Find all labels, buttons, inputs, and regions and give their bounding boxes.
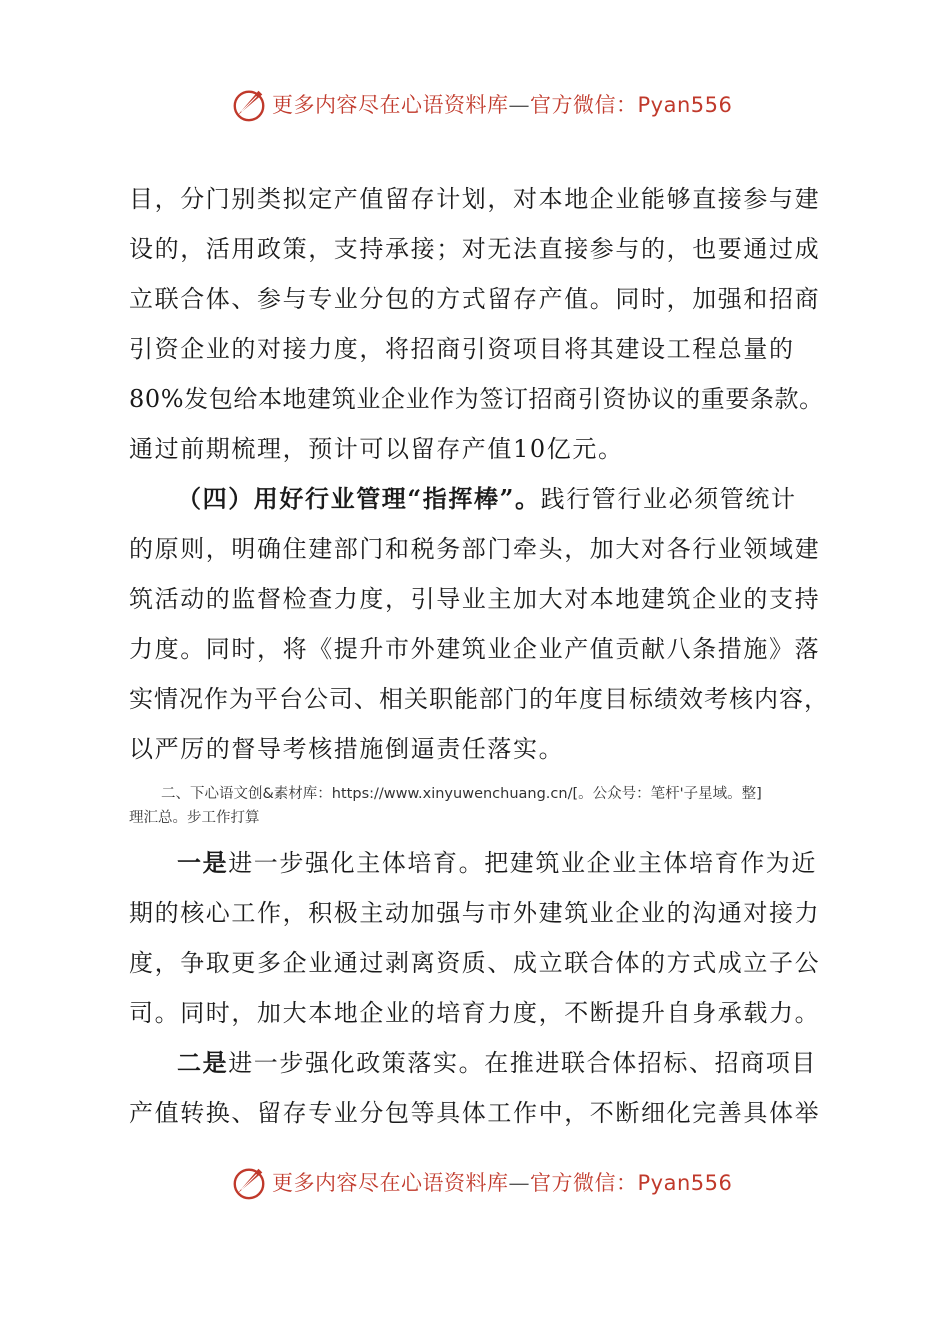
text-line: 目，分门别类拟定产值留存计划，对本地企业能够直接参与建 bbox=[129, 185, 821, 213]
paragraph-4 bbox=[129, 1038, 841, 1138]
paragraph-2 bbox=[129, 474, 841, 774]
text-line: 实情况作为平台公司、相关职能部门的年度目标绩效考核内容， bbox=[129, 685, 829, 713]
point-two-label: 二是 bbox=[177, 1048, 229, 1077]
banner-dash: — bbox=[508, 1171, 530, 1195]
banner-text bbox=[272, 1167, 732, 1197]
paragraph-1 bbox=[129, 174, 841, 474]
banner-main-text: 更多内容尽在心语资料库 bbox=[272, 93, 509, 117]
text-run: 践行管行业必须管统计 bbox=[540, 485, 797, 513]
text-run: 进一步强化主体培育。把建筑业企业主体培育作为近 bbox=[228, 849, 818, 877]
section-title-line-1: 二、下心语文创&素材库：https://www.xinyuwenchuang.cn/[。公众号：笔杆'子星域。整] bbox=[161, 786, 762, 802]
text-line: 引资企业的对接力度，将招商引资项目将其建设工程总量的 bbox=[129, 335, 795, 363]
banner-wechat-id: Pyan556 bbox=[637, 1171, 733, 1195]
text-run: 进一步强化政策落实。在推进联合体招标、招商项目 bbox=[228, 1049, 818, 1077]
paragraph-3 bbox=[129, 838, 841, 1038]
text-line: 以严厉的督导考核措施倒逼责任落实。 bbox=[129, 735, 565, 763]
quill-logo-icon bbox=[230, 1163, 268, 1201]
section-heading-4: （四）用好行业管理“指挥棒”。 bbox=[177, 484, 541, 513]
text-line: 度，争取更多企业通过剥离资质、成立联合体的方式成立子公 bbox=[129, 949, 821, 977]
section-title-line-2: 理汇总。步工作打算 bbox=[129, 810, 260, 826]
banner-text bbox=[272, 89, 732, 119]
text-line: 的原则，明确住建部门和税务部门牵头，加大对各行业领域建 bbox=[129, 535, 821, 563]
banner-main-text: 更多内容尽在心语资料库 bbox=[272, 1171, 509, 1195]
quill-logo-icon bbox=[230, 85, 268, 123]
text-line bbox=[129, 1038, 841, 1088]
text-line bbox=[129, 474, 841, 524]
text-line bbox=[129, 838, 841, 888]
header-banner bbox=[230, 84, 750, 124]
spacer bbox=[129, 830, 841, 838]
banner-wechat-label: 官方微信： bbox=[530, 93, 638, 117]
footer-banner bbox=[230, 1162, 750, 1202]
text-line: 筑活动的监督检查力度，引导业主加大对本地建筑企业的支持 bbox=[129, 585, 821, 613]
text-line: 产值转换、留存专业分包等具体工作中，不断细化完善具体举 bbox=[129, 1099, 821, 1127]
text-line: 司。同时，加大本地企业的培育力度，不断提升自身承载力。 bbox=[129, 999, 821, 1027]
point-one-label: 一是 bbox=[177, 848, 229, 877]
text-line: 期的核心工作，积极主动加强与市外建筑业企业的沟通对接力 bbox=[129, 899, 821, 927]
text-line: 设的，活用政策，支持承接；对无法直接参与的，也要通过成 bbox=[129, 235, 821, 263]
text-line: 80%发包给本地建筑业企业作为签订招商引资协议的重要条款。 bbox=[129, 385, 824, 413]
banner-dash: — bbox=[508, 93, 530, 117]
banner-wechat-label: 官方微信： bbox=[530, 1171, 638, 1195]
text-line: 力度。同时，将《提升市外建筑业企业产值贡献八条措施》落 bbox=[129, 635, 821, 663]
banner-wechat-id: Pyan556 bbox=[637, 93, 733, 117]
text-line: 立联合体、参与专业分包的方式留存产值。同时，加强和招商 bbox=[129, 285, 821, 313]
document-body bbox=[129, 174, 841, 1138]
text-line: 通过前期梳理，预计可以留存产值10亿元。 bbox=[129, 435, 624, 463]
